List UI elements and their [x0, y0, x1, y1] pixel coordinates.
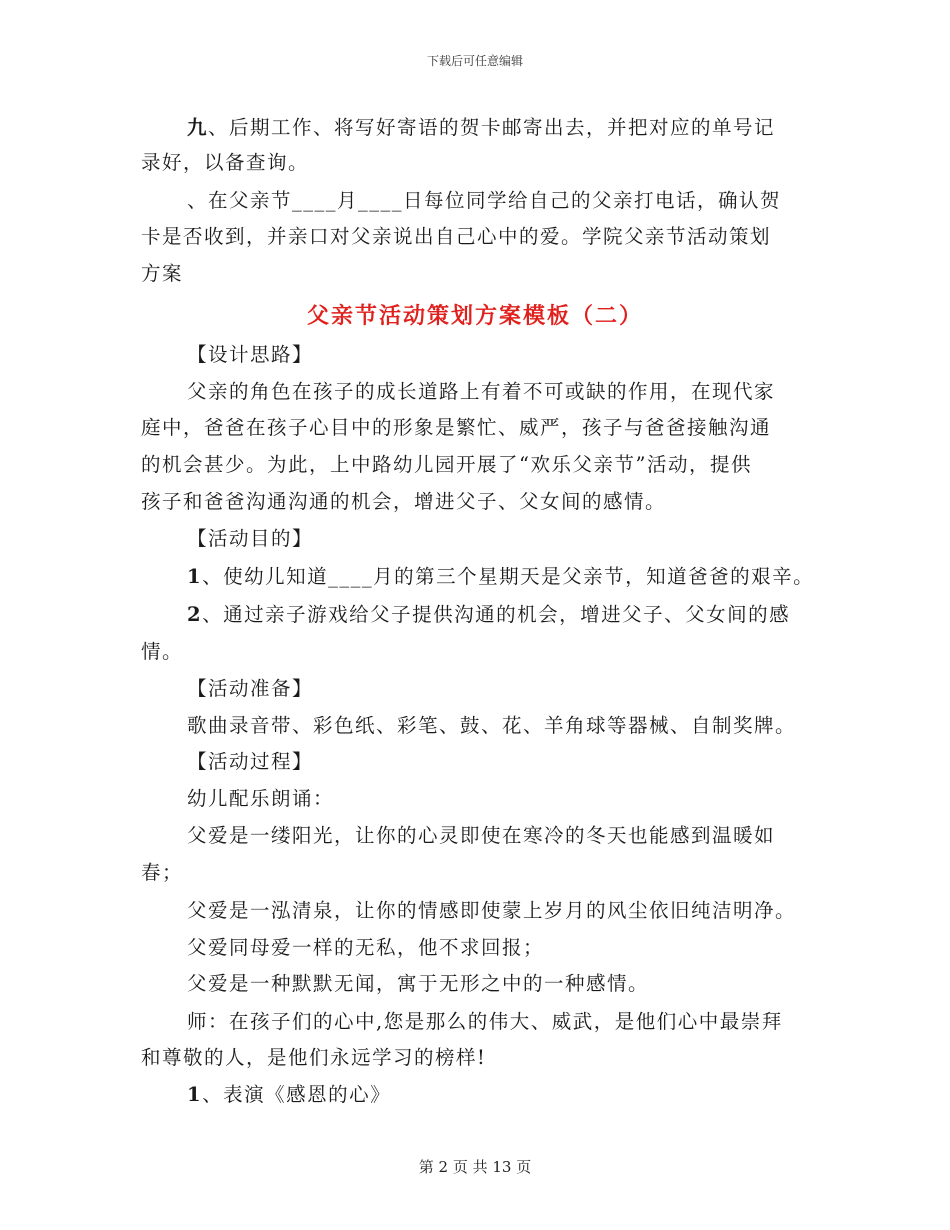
item-number: 2 — [187, 603, 203, 626]
page-header: 下载后可任意编辑 — [426, 54, 523, 68]
line-text: 、通过亲子游戏给父子提供沟通的机会，增进父子、父女间的感 — [202, 603, 791, 626]
paragraph-line: 父爱同母爱一样的无私，他不求回报； — [187, 936, 545, 959]
paragraph-line: 幼儿配乐朗诵： — [187, 787, 335, 810]
section-heading: 【活动过程】 — [187, 750, 314, 773]
paragraph-line: 父爱是一种默默无闻，寓于无形之中的一种感情。 — [187, 972, 650, 995]
line-text: 、表演《感恩的心》 — [202, 1083, 392, 1106]
paragraph-line: 孩子和爸爸沟通沟通的机会，增进父子、父女间的感情。 — [141, 490, 667, 513]
paragraph-line: 情。 — [141, 640, 184, 663]
paragraph-line: 父爱是一缕阳光，让你的心灵即使在寒冷的冬天也能感到温暖如 — [187, 824, 776, 847]
paragraph-line: 和尊敬的人，是他们永远学习的榜样! — [141, 1046, 487, 1069]
line-text: 、使幼儿知道____月的第三个星期天是父亲节，知道爸爸的艰辛。 — [202, 565, 815, 588]
paragraph-line — [187, 565, 814, 589]
paragraph-line: 春； — [141, 861, 184, 884]
paragraph-line: 方案 — [141, 262, 184, 285]
paragraph-line: 录好，以备查询。 — [141, 151, 310, 174]
line-text: 、后期工作、将写好寄语的贺卡邮寄出去，并把对应的单号记 — [208, 116, 776, 139]
paragraph-line — [187, 1083, 391, 1107]
paragraph-line: 父亲的角色在孩子的成长道路上有着不可或缺的作用，在现代家 — [187, 380, 776, 403]
paragraph-line: 、在父亲节____月____日每位同学给自己的父亲打电话，确认贺 — [187, 189, 782, 212]
item-number: 1 — [187, 565, 203, 588]
section-title: 父亲节活动策划方案模板（二） — [306, 303, 643, 329]
section-heading: 【设计思路】 — [187, 343, 314, 366]
section-heading: 【活动准备】 — [187, 677, 314, 700]
paragraph-line: 歌曲录音带、彩色纸、彩笔、鼓、花、羊角球等器械、自制奖牌。 — [187, 714, 797, 737]
paragraph-line: 卡是否收到，并亲口对父亲说出自己心中的爱。学院父亲节活动策划 — [141, 225, 772, 248]
paragraph-line: 师：在孩子们的心中,您是那么的伟大、威武，是他们心中最崇拜 — [187, 1010, 783, 1033]
paragraph-line: 父爱是一泓清泉，让你的情感即使蒙上岁月的风尘依旧纯洁明净。 — [187, 899, 797, 922]
section-heading: 【活动目的】 — [187, 527, 314, 550]
paragraph-line: 庭中，爸爸在孩子心目中的形象是繁忙、威严，孩子与爸爸接触沟通 — [141, 416, 772, 439]
item-number: 1 — [187, 1083, 203, 1106]
item-number: 九 — [187, 116, 209, 139]
paragraph-line — [187, 116, 775, 140]
paragraph-line: 的机会甚少。为此，上中路幼儿园开展了“欢乐父亲节”活动，提供 — [141, 453, 752, 476]
paragraph-line — [187, 603, 790, 627]
page-footer: 第 2 页 共 13 页 — [418, 1158, 532, 1176]
